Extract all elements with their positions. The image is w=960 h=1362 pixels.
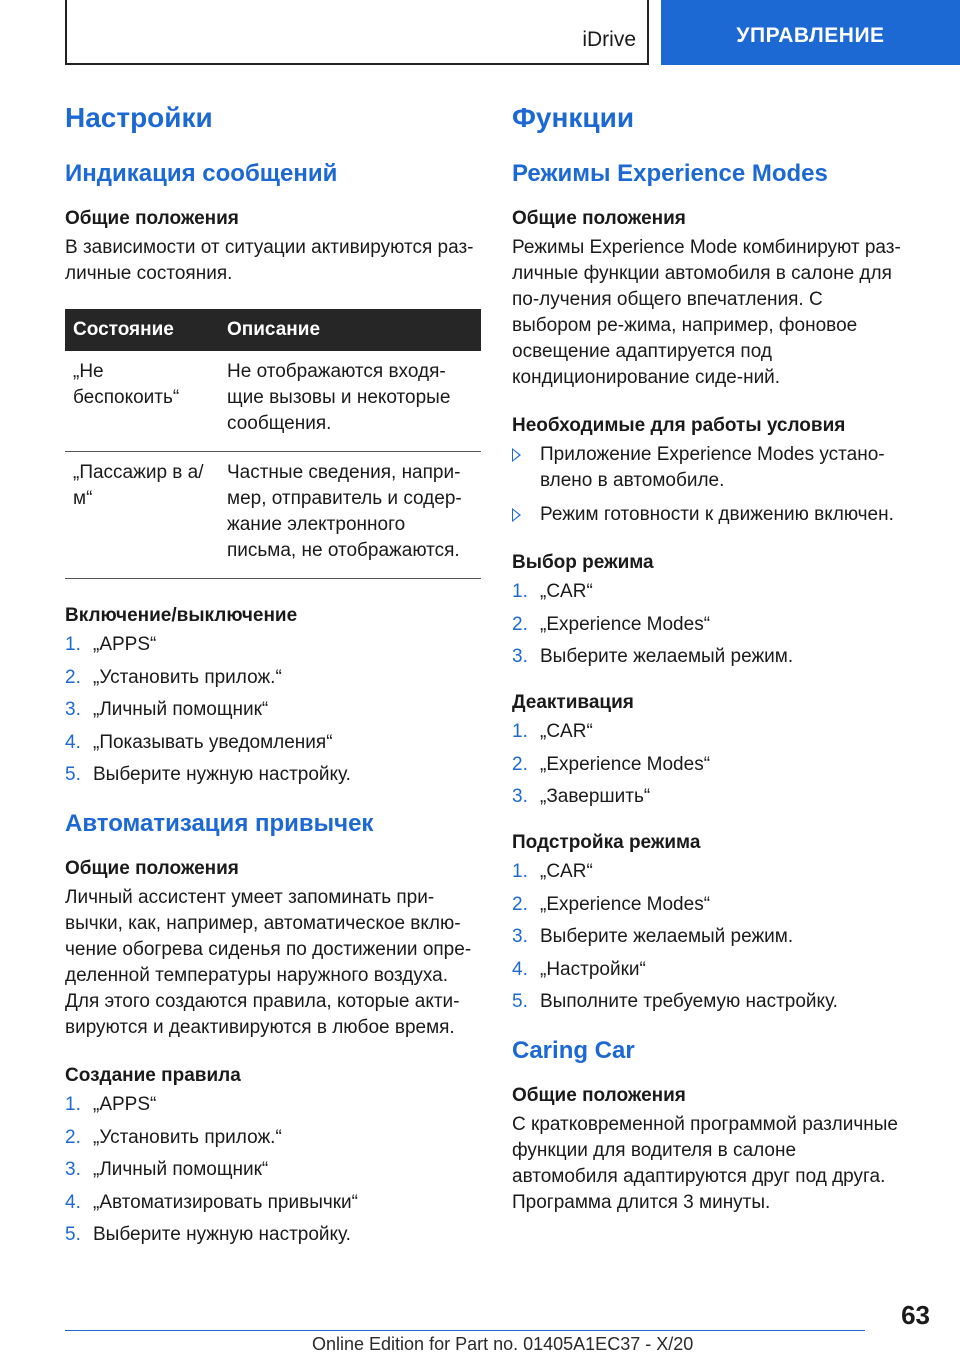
list-item: 2. „Experience Modes“ xyxy=(512,613,711,635)
list-item: 4. „Автоматизировать привычки“ xyxy=(65,1191,358,1213)
onoff-steps xyxy=(65,632,485,788)
msg-general-text: В зависимости от ситуации активируются раз-личные состояния. xyxy=(65,237,474,284)
list-item: 4. „Настройки“ xyxy=(512,958,646,980)
message-display-heading: Индикация сообщений xyxy=(65,160,338,187)
table-row xyxy=(65,452,481,579)
triangle-bullet-icon xyxy=(512,448,521,462)
msg-general-heading: Общие положения xyxy=(65,208,239,229)
list-item: 2. „Установить прилож.“ xyxy=(65,666,282,688)
table-cell-state: „Не беспокоить“ xyxy=(65,351,219,452)
list-item: 1. „APPS“ xyxy=(65,634,157,655)
experience-modes-heading: Режимы Experience Modes xyxy=(512,160,828,187)
settings-title: Настройки xyxy=(65,102,213,133)
caring-general-text: С кратковременной программой различные функции для водителя в салоне автомобиля адаптируются друг под друга. Программа длится 3 минуты. xyxy=(512,1114,898,1213)
habit-automation-heading: Автоматизация привычек xyxy=(65,810,374,837)
list-item: 4. „Показывать уведомления“ xyxy=(65,731,333,753)
footer-edition: Online Edition for Part no. 01405A1EC37 - X/20 xyxy=(312,1334,694,1354)
table-cell-description: Не отображаются входя-щие вызовы и некоторые сообщения. xyxy=(219,351,481,452)
list-item: 3. „Личный помощник“ xyxy=(65,699,269,720)
list-item: 1. „CAR“ xyxy=(512,581,593,602)
deactivation-heading: Деактивация xyxy=(512,692,634,713)
onoff-heading: Включение/выключение xyxy=(65,605,298,626)
table-cell-state: „Пассажир в а/м“ xyxy=(65,452,219,579)
list-item: 1. „CAR“ xyxy=(512,861,593,882)
list-item: 1. „CAR“ xyxy=(512,721,593,742)
list-item: 5. Выполните требуемую настройку. xyxy=(512,991,838,1012)
list-item: 3. „Завершить“ xyxy=(512,786,651,807)
rule-steps xyxy=(65,1092,485,1248)
caring-general-heading: Общие положения xyxy=(512,1085,686,1106)
table-header-state: Состояние xyxy=(65,309,219,351)
list-item: Режим готовности к движению включен. xyxy=(512,502,907,528)
exp-general-heading: Общие положения xyxy=(512,208,686,229)
caring-car-heading: Caring Car xyxy=(512,1037,635,1064)
list-item: 5. Выберите нужную настройку. xyxy=(65,764,351,785)
page-number: 63 xyxy=(901,1300,930,1330)
select-mode-steps xyxy=(512,579,907,670)
table-row xyxy=(65,351,481,452)
list-item: 5. Выберите нужную настройку. xyxy=(65,1224,351,1245)
list-item: 2. „Experience Modes“ xyxy=(512,753,711,775)
conditions-heading: Необходимые для работы условия xyxy=(512,415,846,436)
states-table xyxy=(65,309,481,579)
left-column xyxy=(65,100,485,1268)
list-item: 3. „Личный помощник“ xyxy=(65,1159,269,1180)
list-item: 3. Выберите желаемый режим. xyxy=(512,646,794,667)
functions-title: Функции xyxy=(512,102,635,133)
habit-general-heading: Общие положения xyxy=(65,858,239,879)
list-item: 3. Выберите желаемый режим. xyxy=(512,926,794,947)
list-item: Приложение Experience Modes устано-влено в автомобиле. xyxy=(512,442,907,494)
adjust-mode-steps xyxy=(512,859,907,1015)
table-header-description: Описание xyxy=(219,309,481,351)
right-column xyxy=(512,100,907,1238)
list-item: 2. „Experience Modes“ xyxy=(512,893,711,915)
select-mode-heading: Выбор режима xyxy=(512,552,654,573)
list-item: 1. „APPS“ xyxy=(65,1094,157,1115)
habit-general-text: Личный ассистент умеет запоминать при-вычки, как, например, автоматическое вклю-чение обогрева сиденья по достижении опре-деленной температуры наружного воздуха. Для этого создаются правила, которые акти-вируются и деактивируются в любое время. xyxy=(65,887,472,1038)
rule-heading: Создание правила xyxy=(65,1065,241,1086)
header-chapter-tab: УПРАВЛЕНИЕ xyxy=(661,0,960,65)
footer-divider xyxy=(65,1330,865,1331)
triangle-bullet-icon xyxy=(512,508,521,522)
table-cell-description: Частные сведения, напри-мер, отправитель и содер-жание электронного письма, не отображаются. xyxy=(219,452,481,579)
list-item: 2. „Установить прилож.“ xyxy=(65,1126,282,1148)
adjust-mode-heading: Подстройка режима xyxy=(512,832,701,853)
deactivation-steps xyxy=(512,719,907,810)
conditions-list xyxy=(512,442,907,528)
header-section-label: iDrive xyxy=(582,28,636,51)
table-header-row xyxy=(65,309,481,351)
exp-general-text: Режимы Experience Mode комбинируют раз-личные функции автомобиля в салоне для по-лучения общего впечатления. С выбором ре-жима, например, фоновое освещение адаптируется под кондиционирование сиде-ний. xyxy=(512,237,901,388)
